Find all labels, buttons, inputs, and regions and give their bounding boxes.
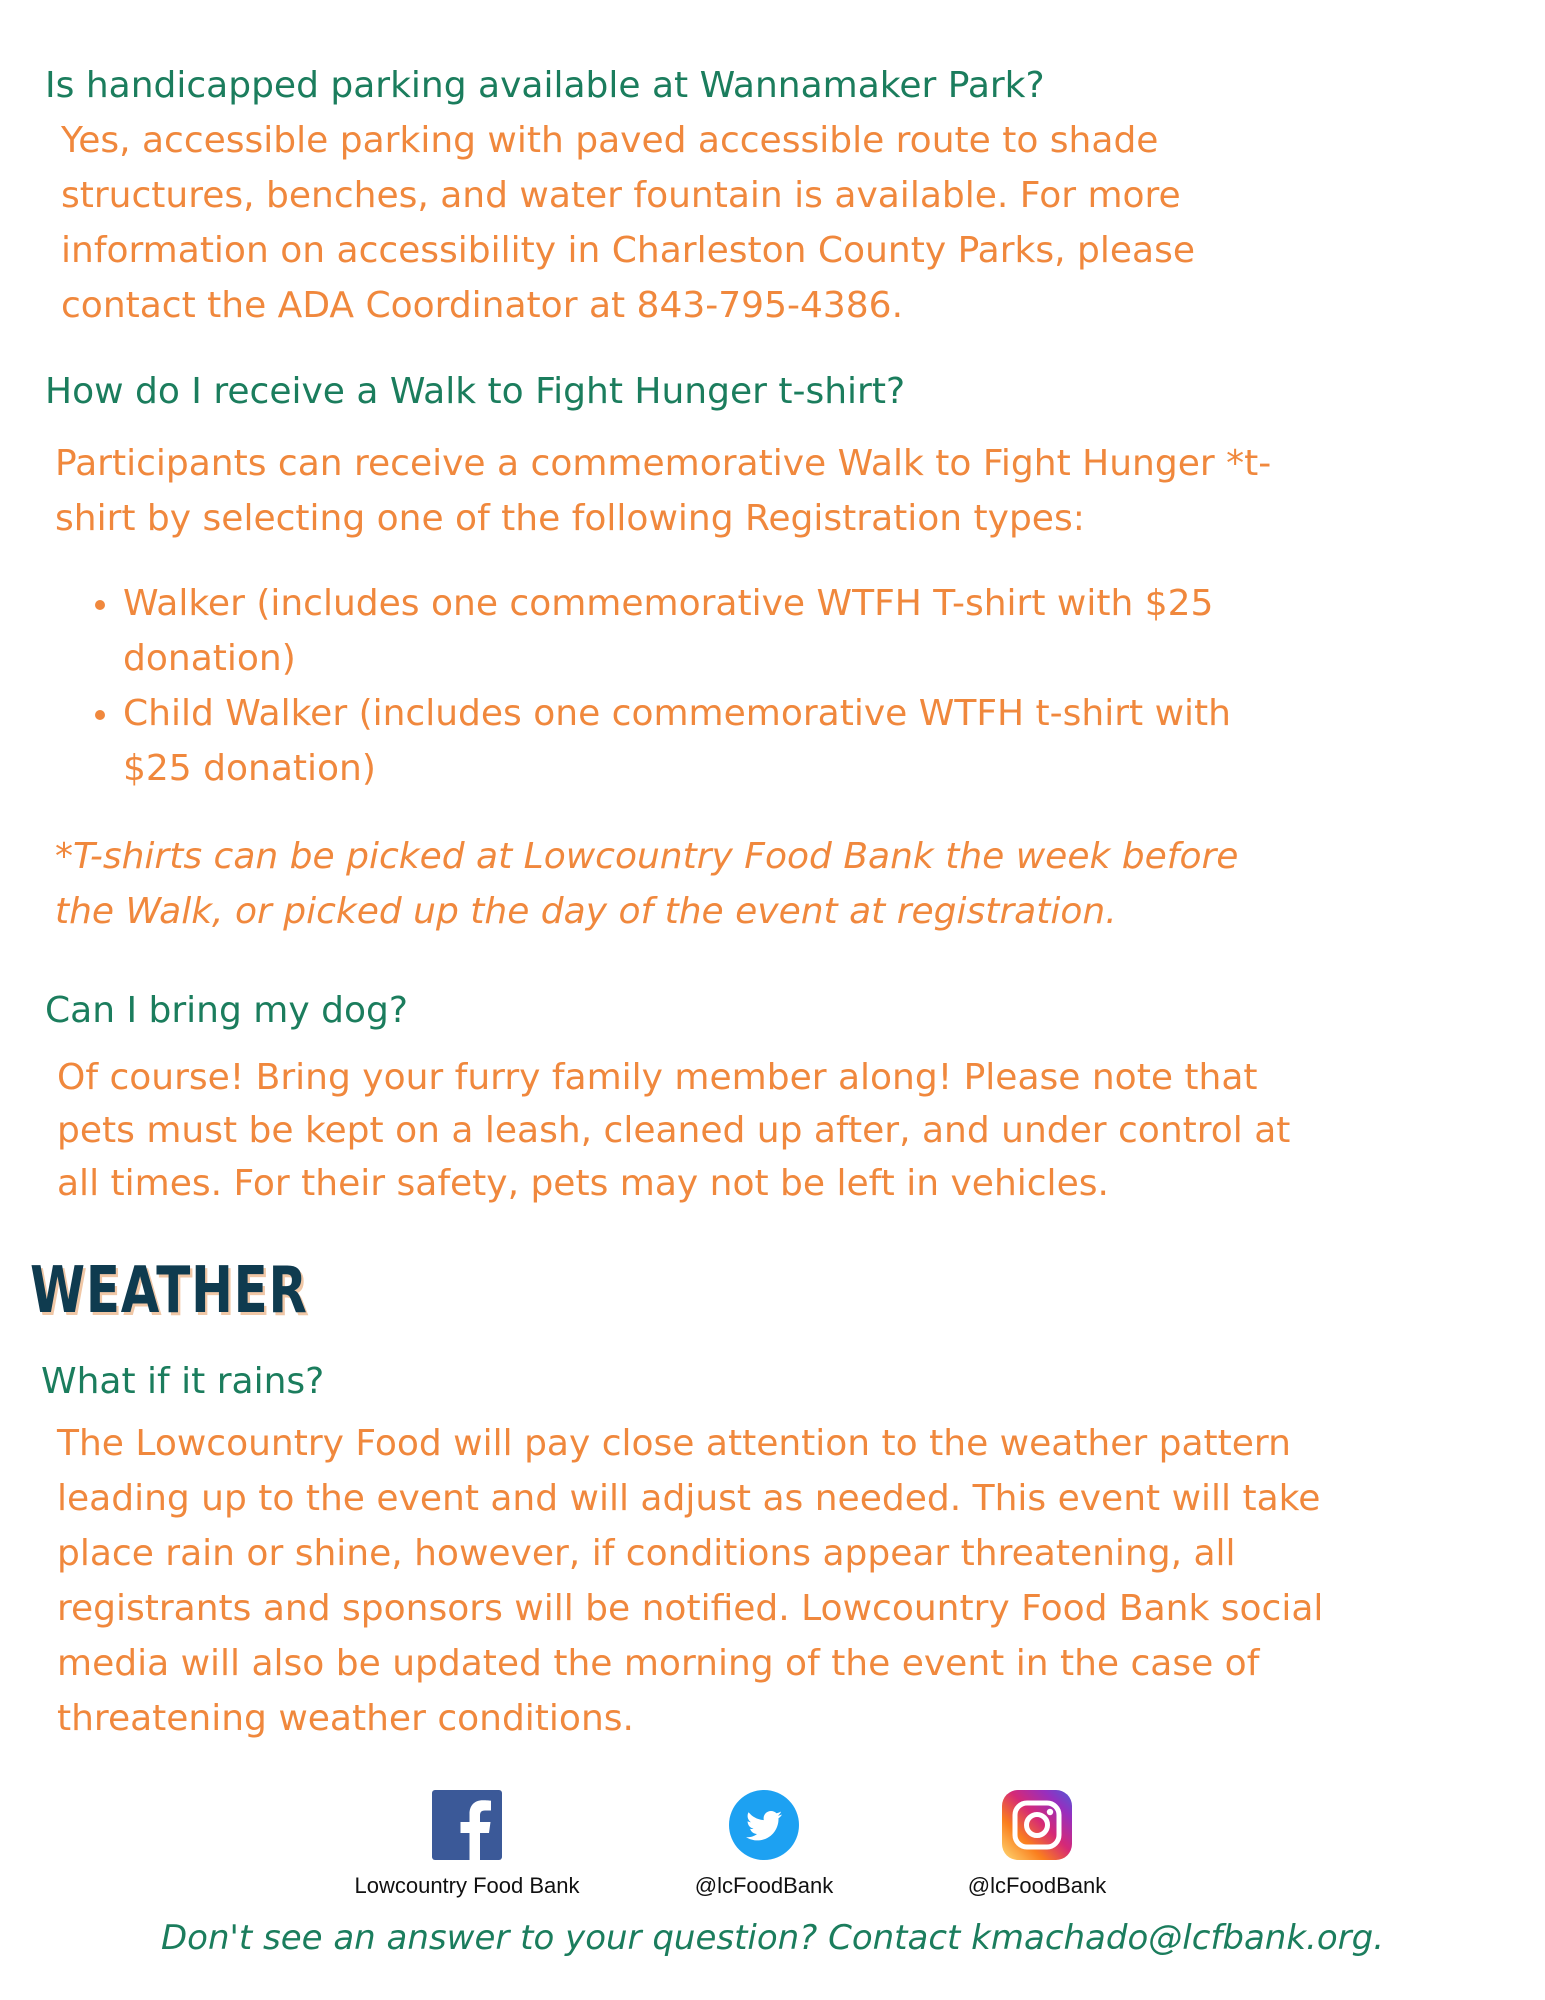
facebook-icon[interactable] [432,1790,502,1860]
faq-answer-tshirt [55,436,1271,546]
list-item-line: donation) [123,638,296,679]
faq-question-parking: Is handicapped parking available at Wannamaker Park? [45,65,1045,106]
answer-line: Yes, accessible parking with paved accessible route to shade [61,120,1159,161]
bullet-dot-icon [95,710,105,720]
answer-line: media will also be updated the morning of the event in the case of [57,1643,1260,1684]
answer-line: threatening weather conditions. [57,1698,634,1739]
social-twitter[interactable] [614,1790,914,1900]
list-item-line: Child Walker (includes one commemorative WTFH t-shirt with [123,693,1231,734]
answer-line: structures, benches, and water fountain is available. For more [61,175,1181,216]
note-line: *T-shirts can be picked at Lowcountry Food Bank the week before [55,836,1239,877]
registration-types-list [123,576,1231,796]
answer-line: registrants and sponsors will be notified. Lowcountry Food Bank social [57,1588,1324,1629]
note-line: the Walk, or picked up the day of the event at registration. [55,891,1117,932]
answer-line: Of course! Bring your furry family member along! Please note that [57,1057,1258,1098]
twitter-icon[interactable] [729,1790,799,1860]
weather-section-heading: WEATHER [30,1254,308,1328]
faq-question-rain: What if it rains? [41,1361,325,1402]
faq-answer-rain [57,1416,1323,1746]
answer-line: all times. For their safety, pets may not be left in vehicles. [57,1163,1109,1204]
faq-question-tshirt: How do I receive a Walk to Fight Hunger t-shirt? [45,371,906,412]
instagram-icon[interactable] [1002,1790,1072,1860]
answer-line: The Lowcountry Food will pay close attention to the weather pattern [57,1423,1291,1464]
list-item [123,576,1231,686]
answer-line: information on accessibility in Charleston County Parks, please [61,230,1195,271]
answer-line: shirt by selecting one of the following Registration types: [55,498,1085,539]
social-label[interactable]: @lcFoodBank [694,1873,834,1898]
answer-line: contact the ADA Coordinator at 843-795-4386. [61,285,904,326]
bullet-dot-icon [95,600,105,610]
answer-line: leading up to the event and will adjust as needed. This event will take [57,1478,1321,1519]
faq-answer-parking [61,113,1195,333]
contact-footer: Don't see an answer to your question? Contact kmachado@lcfbank.org. [160,1918,1385,1958]
faq-answer-dog [57,1051,1290,1210]
social-facebook[interactable] [317,1790,617,1900]
social-instagram[interactable] [887,1790,1187,1900]
social-label[interactable]: Lowcountry Food Bank [354,1873,580,1898]
answer-line: Participants can receive a commemorative Walk to Fight Hunger *t- [55,443,1272,484]
answer-line: pets must be kept on a leash, cleaned up after, and under control at [57,1110,1291,1151]
list-item [123,686,1231,796]
tshirt-pickup-note [55,829,1238,939]
list-item-line: Walker (includes one commemorative WTFH T-shirt with $25 [123,583,1214,624]
answer-line: place rain or shine, however, if conditions appear threatening, all [57,1533,1236,1574]
faq-question-dog: Can I bring my dog? [45,990,408,1031]
list-item-line: $25 donation) [123,748,376,789]
social-label[interactable]: @lcFoodBank [967,1873,1107,1898]
